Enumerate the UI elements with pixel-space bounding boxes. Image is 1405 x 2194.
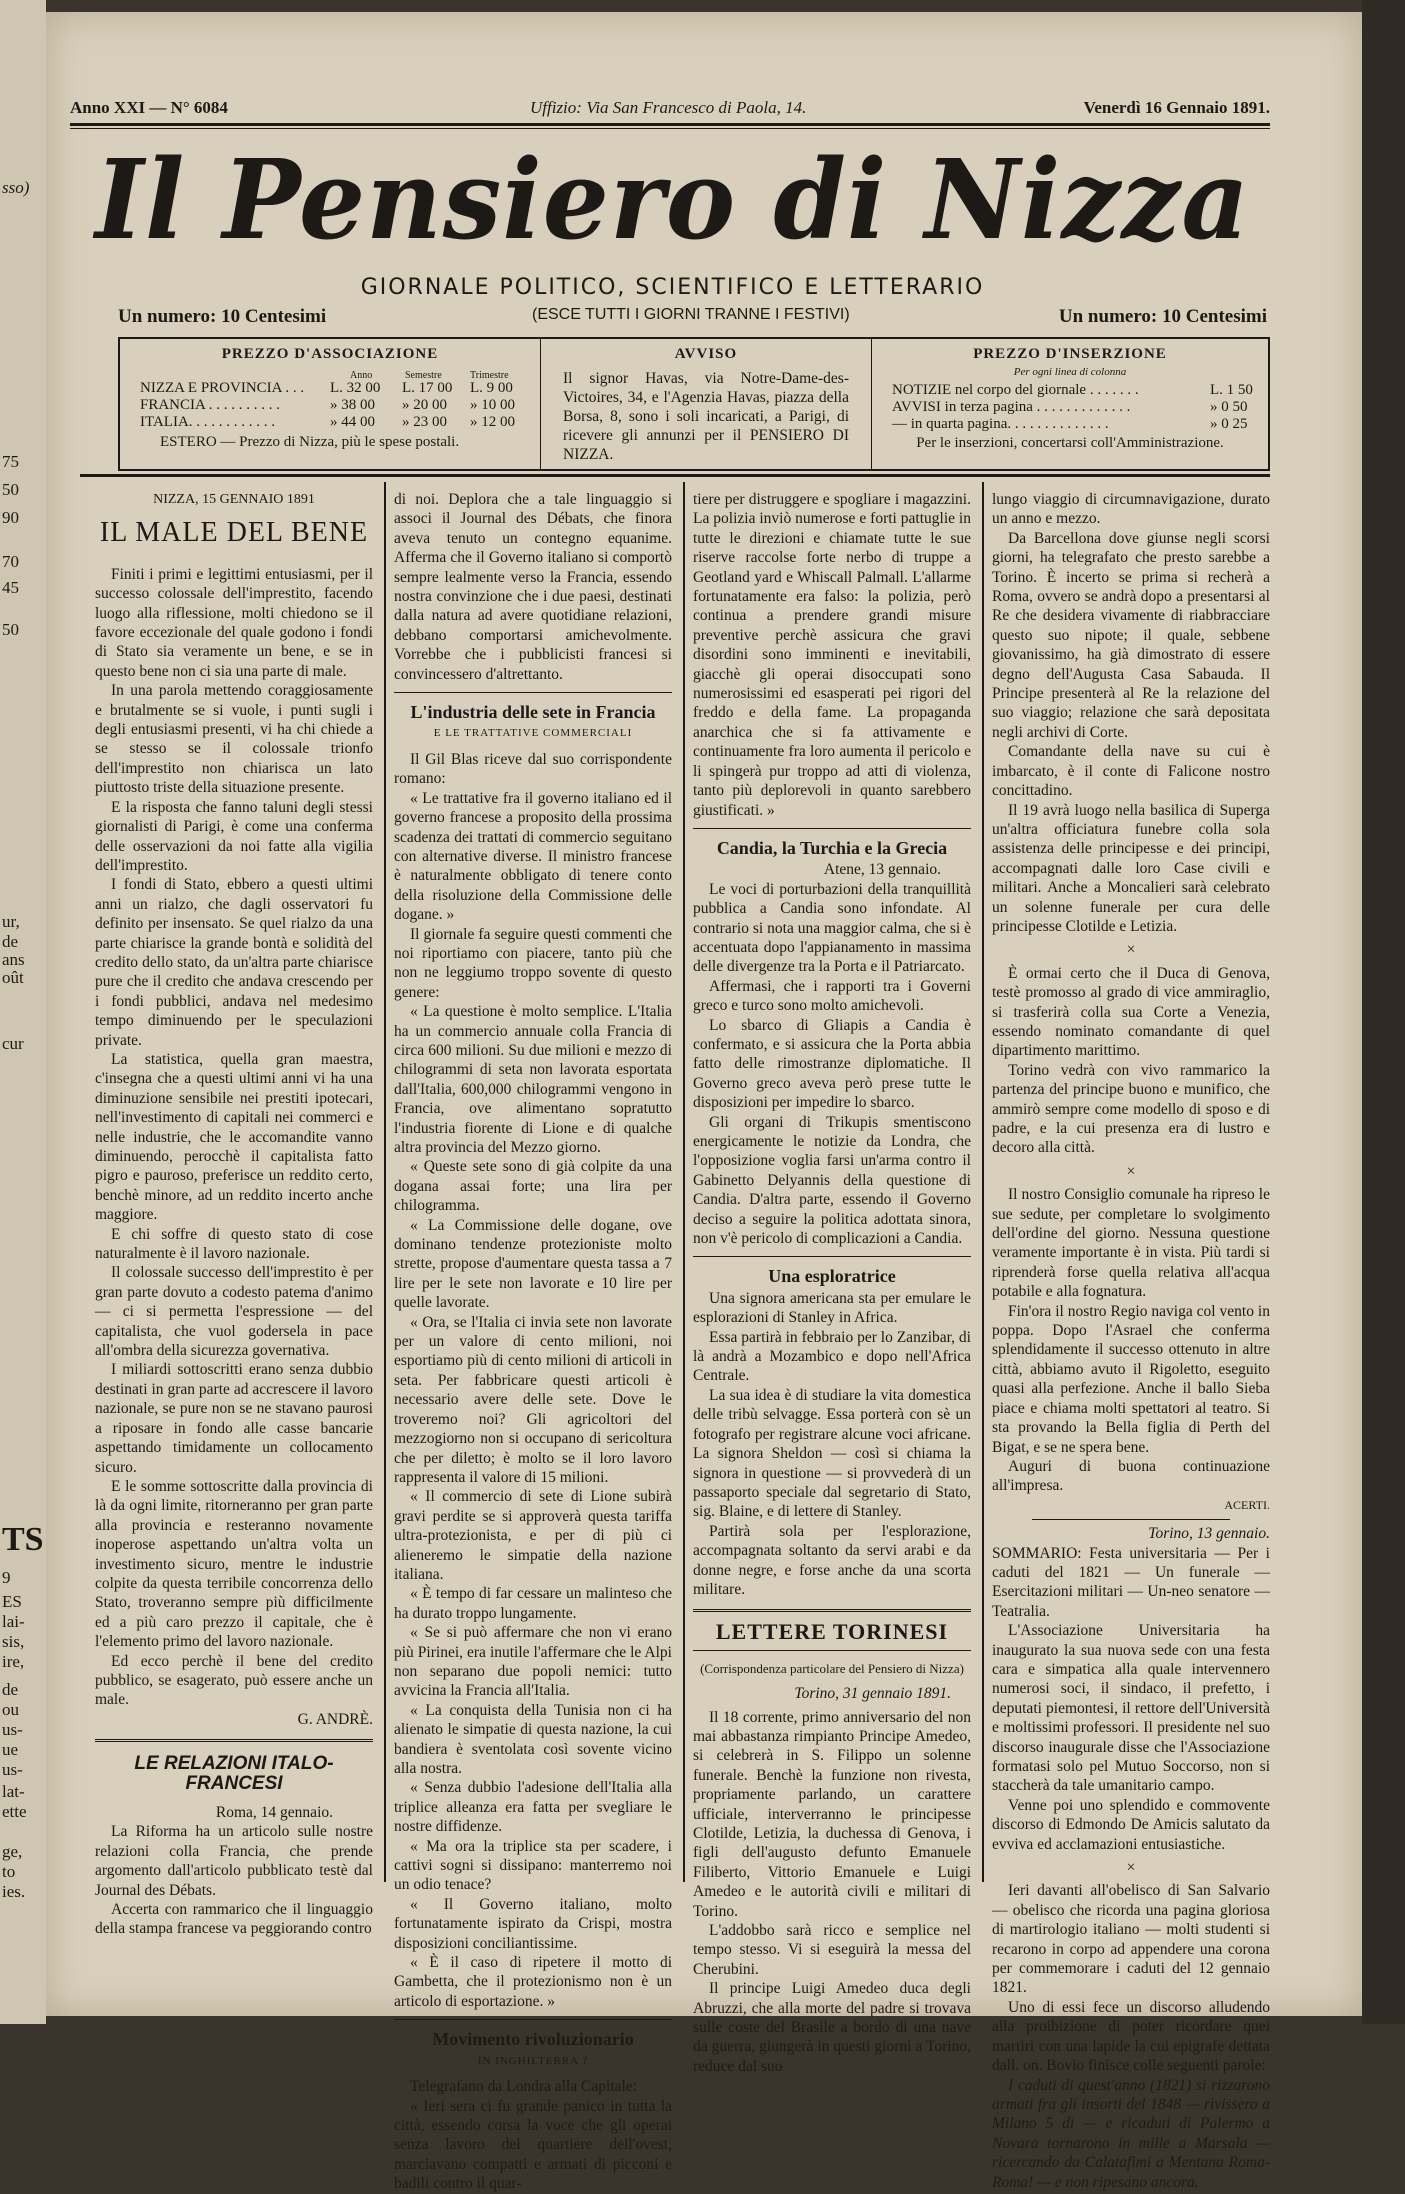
paragraph: Torino vedrà con vivo rammarico la partenza del principe buono e munifico, che ammirò sempre come modello di sposo e di padre, e la cui presenza era di lustro e decoro alla città.: [992, 1061, 1270, 1157]
paragraph: E le somme sottoscritte dalla provincia di là da ogni limite, ritorneranno per gran parte alla provincia e resteranno novamente inoperose aspettando un'altra volta un investimento sicuro, mentre le industrie colpite da questa terribile concorrenza dello Stato, troveranno sempre più difficilmente ed a più caro prezzo il capitale, che è l'elemento primo del lavoro nazionale.: [95, 1477, 373, 1651]
row-year: » 44 00: [330, 414, 375, 430]
paragraph: « Le trattative fra il governo italiano ed il governo francese a proposito della prossima scadenza dei trattati di commercio seguitano con alternative diverse. Il ministro francese è naturalmente obbligato di tenere conto della risoluzione della Commissione delle dogane. »: [394, 789, 672, 924]
paragraph: I fondi di Stato, ebbero a questi ultimi anni un rialzo, che dagli osservatori fu definito per insensato. Se quel rialzo da una parte chiarisce la grande bontà e solidità del credito dello stato, da un'altra parte chiarisce pure che il credito che andava crescendo per i fondi pubblici, andava nel medesimo tempo diminuendo per le speculazioni private.: [95, 876, 373, 1049]
paragraph: Essa partirà in febbraio per lo Zanzibar, di là andrà a Mozambico e dopo nell'Africa Centrale.: [693, 1328, 971, 1385]
separator: [394, 2019, 672, 2020]
paragraph: « Il commercio di sete di Lione subirà gravi perdite se si approverà questa tariffa ultra-protezionista, e per di più ci alieneremo le simpatie della nazione italiana.: [394, 1488, 672, 1583]
headline-candia: Candia, la Turchia e la Grecia: [716, 837, 948, 858]
paragraph: In una parola mettendo coraggiosamente e brutalmente se si vuole, i punti sugli i degli entusiasmi presenti, vi ha chi chiede a se stesso se il colossale trionfo dell'imprestito non chiarisca un lato piuttosto triste della situazione presente.: [95, 682, 373, 797]
paragraph: Ed ecco perchè il bene del credito pubblico, se esagerato, può essere anche un male.: [95, 1652, 373, 1709]
dateline: NIZZA, 15 GENNAIO 1891: [153, 492, 315, 507]
col-semestre: Semestre: [405, 370, 442, 381]
paragraph: « La questione è molto semplice. L'Italia ha un commercio annuale colla Francia di circa 600 milioni. Su due milioni e mezzo di chilogrammi di seta non lavorata esportata dall'Italia, 600,000 chilogrammi vengono in Francia, ove alimentano sopratutto l'industria fiorente di Lione e di qualche altra provincia del Mezzo giorno.: [394, 1003, 672, 1156]
strip-text: ge,: [2, 1842, 23, 1861]
paragraph: Ieri davanti all'obelisco di San Salvario — obelisco che ricorda una pagina gloriosa di martirologio italiano — molti studenti si recarono in corpo ad appendere una corona per commemorare i caduti del 12 gennaio 1821.: [992, 1882, 1270, 1997]
paragraph: « Ora, se l'Italia ci invia sete non lavorate per un valore di cento milioni, noi esportiamo più di cento milioni di articoli in seta. Per fabbricare questi articoli è necessario avere delle sete. Dove le troveremo noi? Gli agricoltori del mezzogiorno non si occupano di sericoltura che per diletto; è molto se il loro lavoro rappresenta il valore di 15 milioni.: [394, 1313, 672, 1486]
summary: SOMMARIO: Festa universitaria — Per i caduti del 1821 — Un funerale — Esercitazioni militari — Un-neo senatore — Teatralia.: [992, 1544, 1270, 1620]
paragraph: Comandante della nave su cui è imbarcato, è il conte di Falicone nostro concittadino.: [992, 743, 1270, 800]
strip-text: 9: [2, 1568, 11, 1587]
price-left: Un numero: 10 Centesimi: [118, 306, 327, 327]
headline-male-del-bene: IL MALE DEL BENE: [99, 517, 369, 549]
row-sem: L. 17 00: [402, 380, 453, 396]
paragraph: I miliardi sottoscritti erano senza dubbio destinati in gran parte ad accrescere il lavoro nazionale, se pure non se ne stavano paurosi a riposare in fondo alle casse bancarie aspettando timidamente un collocamento sicuro.: [95, 1361, 373, 1476]
subhead: E LE TRATTATIVE COMMERCIALI: [433, 727, 633, 740]
column-3: [693, 490, 971, 2076]
dateline: Torino, 31 gennaio 1891.: [794, 1685, 951, 1703]
paragraph: La Riforma ha un articolo sulle nostre relazioni colla Francia, che prende argomento dall'articolo pubblicato testè dal Journal des Débats.: [95, 1823, 373, 1899]
strip-text: 90: [2, 508, 19, 527]
column-rule: [683, 482, 685, 1882]
insertion-row: [892, 381, 1268, 398]
strip-text: 45: [2, 578, 19, 597]
publication-note: (ESCE TUTTI I GIORNI TRANNE I FESTIVI): [532, 306, 850, 323]
subhead: (Corrispondenza particolare del Pensiero di Nizza): [700, 1660, 964, 1676]
paragraph: I caduti di quest'anno (1821) si rizzarono armati fra gli insorti del 1848 — rivissero a Milano 5 dì — e ricaduti di Palermo a Novara tornarono in mille a Marsala — ricercando da Calatafimi a Mentana Roma-Roma! — e non ripesano ancora.: [992, 2076, 1270, 2191]
paragraph: « La conquista della Tunisia non ci ha alienato le simpatie di questa nazione, la cui bandiera è sventolata così sovente vicino alla nostra.: [394, 1701, 672, 1777]
row-label: AVVISI in terza pagina . . . . . . . . . . . . .: [892, 399, 1131, 415]
insertion-box: [872, 339, 1268, 469]
subscription-note: ESTERO — Prezzo di Nizza, più le spese postali.: [160, 434, 460, 450]
paragraph: Le voci di porturbazioni della tranquillità pubblica a Candia sono infondate. Al contrario si nota una maggior calma, che si è accentuata dopo l'appianamento in massima delle divergenze tra la Porta e il Patriarcato.: [693, 880, 971, 976]
subscription-row: [140, 396, 540, 413]
strip-text: lat-: [2, 1782, 25, 1801]
paragraph: Auguri di buona continuazione all'impresa.: [992, 1457, 1270, 1495]
strip-text: ire,: [2, 1652, 25, 1671]
paragraph: « Ieri sera ci fu grande panico in tutta la città, essendo corsa la voce che gli operai senza lavoro del quartiere dell'ovest, marciavano compatti e armati di picconi e badili contro il quar-: [394, 2097, 672, 2193]
paragraph: Partirà sola per l'esplorazione, accompagnata soltanto da servi arabi e da donne negre, e forse anche da una scorta militare.: [693, 1522, 971, 1598]
office-address: Uffizio: Via San Francesco di Paola, 14.: [530, 98, 807, 117]
col-anno: Anno: [350, 370, 373, 381]
paragraph: « Queste sete sono di già colpite da una dogana assai forte; una lira per chilogramma.: [394, 1158, 672, 1215]
separator: [693, 828, 971, 829]
newspaper-title: Il Pensiero di Nizza: [95, 134, 1250, 265]
paragraph: Il colossale successo dell'imprestito è per gran parte dovuto a codesto patema d'animo — ci si permetta l'espressione — del capitalista, che vuol godersela in pace all'ombra della sicurezza governativa.: [95, 1264, 373, 1360]
row-place: NIZZA E PROVINCIA . . .: [140, 380, 305, 396]
strip-text: ue: [2, 1740, 19, 1759]
headline-industria-sete: L'industria delle sete in Francia: [410, 702, 656, 723]
row-tri: » 12 00: [470, 414, 515, 430]
separator: [693, 1650, 971, 1651]
cross-separator: ×: [1126, 1859, 1136, 1877]
signature: ACERTI.: [1224, 1497, 1270, 1512]
subscription-box: [120, 339, 541, 469]
notice-text: Il signor Havas, via Notre-Dame-des-Victoires, 34, e l'Agenzia Havas, piazza della Borsa, 8, sono i soli incaricati, a Parigi, di ricevere gli annunzi per il PENSIERO DI NIZZA.: [563, 370, 849, 463]
dateline: Torino, 13 gennaio.: [1148, 1525, 1270, 1543]
strip-text: cur: [2, 1034, 24, 1053]
subscription-title: PREZZO D'ASSOCIAZIONE: [221, 346, 439, 362]
separator: [693, 1609, 971, 1612]
row-place: ITALIA. . . . . . . . . . . .: [140, 414, 276, 430]
newspaper-subtitle: GIORNALE POLITICO, SCIENTIFICO E LETTERARIO: [360, 275, 985, 300]
paragraph: « Se si può affermare che non vi erano più Pirinei, era inutile l'affermare che le Alpi non separano due popoli nemici: tutto avvicina la Francia all'Italia.: [394, 1624, 672, 1700]
paragraph: Il principe Luigi Amedeo duca degli Abruzzi, che alla morte del padre si trovava sulle coste del Brasile a bordo di una nave da guerra, giungerà in questi giorni a Torino, reduce dal suo: [693, 1980, 971, 2075]
column-4: [992, 490, 1270, 2192]
strip-text: ur,: [2, 912, 20, 931]
masthead-rule: [70, 128, 1270, 129]
price-right: Un numero: 10 Centesimi: [1058, 306, 1267, 327]
paragraph: L'Associazione Universitaria ha inaugurato la sua nuova sede con una festa cara e simpatica alla quale intervennero numerosi soci, il sindaco, il prefetto, i deputati piemontesi, il rettore dell'Università e moltissimi professori. Il presidente nel suo discorso inaugurale disse che l'Associazione formatasi solo pel Mutuo Soccorso, non si staccherà da tale umanitario campo.: [992, 1622, 1270, 1795]
dateline: Roma, 14 gennaio.: [215, 1804, 333, 1821]
row-price: L. 1 50: [1210, 382, 1253, 398]
dateline: Atene, 13 gennaio.: [823, 861, 941, 879]
headline-esploratrice: Una esploratrice: [768, 1266, 896, 1287]
paragraph: E la risposta che fanno taluni degli stessi giornalisti di Parigi, è come una conferma delle osservazioni da noi fatte alla vigilia dell'imprestito.: [95, 798, 373, 874]
notice-title: AVVISO: [674, 346, 738, 362]
strip-text: us-: [2, 1760, 23, 1779]
paragraph: Telegrafano da Londra alla Capitale:: [410, 2078, 637, 2096]
header-bottom-rule: [80, 474, 1270, 477]
row-year: » 38 00: [330, 397, 375, 413]
strip-text: sso): [2, 178, 30, 197]
row-sem: » 23 00: [402, 414, 447, 430]
paragraph: È ormai certo che il Duca di Genova, testè promosso al grado di vice ammiraglio, si trasferirà colla sua Corte a Venezia, essendo nominato comandante di quel dipartimento marittimo.: [992, 964, 1270, 1060]
paragraph: Il Gil Blas riceve dal suo corrispondente romano:: [394, 750, 672, 788]
masthead-top-line: [70, 98, 1270, 122]
col-trimestre: Trimestre: [470, 370, 509, 381]
paragraph: Accerta con rammarico che il linguaggio della stampa francese va peggiorando contro: [95, 1901, 373, 1938]
issue-date: Venerdì 16 Gennaio 1891.: [1083, 98, 1270, 117]
paragraph: Fin'ora il nostro Regio naviga col vento in poppa. Dopo l'Asrael che conferma splendidamente il successo ottenuto in altre città, abbiamo avuto il Rigoletto, eseguito quasi alla perfezione. Anche il ballo Sieba piace e chiama molti spettatori al teatro. Si sta provando la Bella figlia di Perth del Bigat, e se ne spera bene.: [992, 1302, 1270, 1456]
strip-text: to: [2, 1862, 16, 1881]
strip-text: sis,: [2, 1632, 25, 1651]
separator: [1032, 1519, 1230, 1520]
paragraph: La sua idea è di studiare la vita domestica delle tribù selvagge. Essa porterà con sè un fotografo per registrare alcune voci africane. La signora Sheldon — così si chiama la signora in questione — si provvederà di un passaporto speciale dal segretario di Stato, sig. Blaine, e di lettere di Stanley.: [693, 1386, 971, 1521]
binding-edge: [1362, 0, 1405, 2024]
strip-text: us-: [2, 1720, 23, 1739]
strip-text: 75: [2, 452, 19, 471]
paragraph: Da Barcellona dove giunse negli scorsi giorni, ha telegrafato che presto sarebbe a Torino. È incerto se prima si recherà a Roma, ovvero se andrà dopo a presentarsi al Re che desidera vivamente di riabbracciare questo suo nipote; il quale, sebbene giovanissimo, ha già dimostrato di essere degno dell'Augusta Casa Sabauda. Il Principe presenterà al Re la relazione del suo viaggio; relazione che sarà depositata negli archivi di Corte.: [992, 529, 1270, 741]
cross-separator: ×: [1126, 941, 1136, 959]
paragraph: « È tempo di far cessare un malinteso che ha durato troppo lungamente.: [394, 1585, 672, 1622]
paragraph: « Il Governo italiano, molto fortunatamente ispirato da Crispi, mostra disposizioni conciliantissime.: [394, 1895, 672, 1952]
strip-text: 70: [2, 552, 19, 571]
paragraph: Il giornale fa seguire questi commenti che noi riportiamo con piacere, tanto più che non ne leggiumo troppo sovente di questo genere:: [394, 925, 672, 1001]
paragraph: E chi soffre di questo stato di cose naturalmente è il lavoro nazionale.: [95, 1225, 373, 1263]
column-rule: [982, 482, 984, 1882]
paragraph: Il 18 corrente, primo anniversario del non mai abbastanza rimpianto Principe Amedeo, si celebrerà in S. Filippo un solenne funerale. Benchè la funzione non rivesta, propriamente parlando, un carattere ufficiale, interverranno le principesse Clotilde, Letizia, la duchessa di Genova, i figli dell'augusto defunto Emanuele Filiberto, Vittorio Emanuele e Luigi Amedeo e le autorità civili e militari di Torino.: [693, 1708, 971, 1920]
strip-text: 50: [2, 480, 19, 499]
subhead: IN INGHILTERRA ?: [477, 2054, 589, 2067]
row-tri: » 10 00: [470, 397, 515, 413]
strip-text: de: [2, 932, 19, 951]
insertion-row: [892, 415, 1268, 432]
strip-text: ette: [2, 1802, 27, 1821]
paragraph: Finiti i primi e legittimi entusiasmi, per il successo colossale dell'imprestito, facendo luogo alla riflessione, molti chiedono se il favore eccezionale del quale godono i fondi di Stato sia veramente un bene, e se in questo bene non ci sia una parte di male.: [95, 565, 373, 680]
separator: [95, 1739, 373, 1742]
paragraph: lungo viaggio di circumnavigazione, durato un anno e mezzo.: [992, 491, 1270, 528]
paragraph: Il 19 avrà luogo nella basilica di Superga un'altra officiatura funebre colla sola assistenza delle principesse e dei principi, accompagnati dalle loro Case civili e militari. Anche a Moncalieri sarà celebrato un solenne funerale per cura delle principesse Clotilde e Letizia.: [992, 801, 1270, 935]
strip-text: de: [2, 1680, 19, 1699]
insertion-row: [892, 398, 1268, 415]
headline-relazioni: LE RELAZIONI ITALO-FRANCESI: [134, 1753, 334, 1794]
headline-lettere-torinesi: LETTERE TORINESI: [715, 1619, 949, 1645]
insertion-title: PREZZO D'INSERZIONE: [973, 346, 1167, 362]
strip-text: 50: [2, 620, 19, 639]
subscription-header-row: [140, 367, 540, 379]
headline-movimento: Movimento rivoluzionario: [432, 2029, 634, 2050]
cross-separator: ×: [1126, 1162, 1136, 1180]
info-boxes: [118, 337, 1270, 471]
paragraph: Lo sbarco di Gliapis a Candia è confermato, e si assicura che la Porta abbia fatto delle rimostranze diplomatiche. Il Governo greco aveva però prese tutte le disposizioni per impedire lo sbarco.: [693, 1016, 971, 1112]
separator: [693, 1256, 971, 1257]
row-year: L. 32 00: [330, 380, 381, 396]
row-sem: » 20 00: [402, 397, 447, 413]
strip-text: ans: [2, 950, 25, 969]
strip-text: oût: [2, 968, 24, 987]
paragraph: Gli organi di Trikupis smentiscono energicamente le notizie da Londra, che l'opposizione voglia farsi un'arma contro il Gabinetto Delyannis della questione di Candia. D'altra parte, essendo il Governo deciso a seguire la politica adottata sinora, non v'è pericolo di complicazioni a Candia.: [693, 1113, 971, 1248]
paragraph: « La Commissione delle dogane, ove dominano tendenze protezioniste molto strette, propose d'aumentare questa tassa a 7 lire per le sete non lavorate e 10 lire per quelle lavorate.: [394, 1216, 672, 1312]
separator: [394, 692, 672, 693]
paragraph: « Senza dubbio l'adesione dell'Italia alla triplice alleanza era fatta per svegliare le nostre diffidenze.: [394, 1779, 672, 1836]
strip-text: ou: [2, 1700, 19, 1719]
paragraph: Il nostro Consiglio comunale ha ripreso le sue sedute, per completare lo svolgimento dell'ordine del giorno. Nessuna questione veramente importante è in vista. Più tardi si riprenderà forse quella relativa all'acqua potabile e alla fognatura.: [992, 1186, 1270, 1301]
strip-text: ies.: [2, 1882, 26, 1901]
signature: G. ANDRÈ.: [297, 1710, 373, 1728]
paragraph: La statistica, quella gran maestra, c'insegna che a questi ultimi anni vi ha una diminuzione sensibile nei prestiti ipotecari, nell'investimento di capitali nei commerci e nelle industrie, che le accomandite vanno diminuendo, perocchè il capitalista fatto pigro e pauroso, preferisce un reddito certo, benchè minore, ad un reddito incerto anche maggiore.: [95, 1050, 373, 1224]
row-tri: L. 9 00: [470, 380, 513, 396]
paragraph: Affermasi, che i rapporti tra i Governi greco e turco sono molto amichevoli.: [693, 977, 971, 1015]
adjacent-page-strip: [0, 0, 46, 2024]
row-label: NOTIZIE nel corpo del giornale . . . . . . .: [892, 382, 1139, 398]
subscription-row: [140, 413, 540, 430]
strip-text: ES: [2, 1592, 22, 1611]
paragraph: Una signora americana sta per emulare le esplorazioni di Stanley in Africa.: [693, 1289, 971, 1327]
paragraph: di noi. Deplora che a tale linguaggio si associ il Journal des Débats, che finora aveva tenuto un contegno equanime. Afferma che il Governo italiano si comportò sempre lealmente verso la Francia, essendo nostra convinzione che i due paesi, destinati dalla natura ad avere quotidiane relazioni, debbano comportarsi amichevolmente. Vorrebbe che i pubblicisti francesi si convincessero d'altrettanto.: [394, 491, 672, 683]
paragraph: Uno di essi fece un discorso alludendo alla proibizione di poter ricordare quei martiri con una lapide la cui epigrafe dettata dall. on. Bovio finisce colle seguenti parole:: [992, 1998, 1270, 2075]
paragraph: L'addobbo sarà ricco e semplice nel tempo stesso. Vi si eseguirà la messa del Cherubini.: [693, 1922, 971, 1978]
column-rule: [384, 482, 386, 1882]
insertion-note: Per le inserzioni, concertarsi coll'Amministrazione.: [916, 435, 1224, 451]
row-price: » 0 25: [1210, 416, 1248, 432]
strip-text: TS: [2, 1521, 44, 1558]
notice-box: [541, 339, 872, 469]
paragraph: « È il caso di ripetere il motto di Gambetta, che il protezionismo non è un articolo di esportazione. »: [394, 1954, 672, 2010]
subscription-row: [140, 379, 540, 396]
issue-number: Anno XXI — N° 6084: [70, 98, 228, 117]
column-1: [95, 490, 373, 1939]
insertion-subtitle: Per ogni linea di colonna: [1013, 366, 1127, 378]
paragraph: « Ma ora la triplice sta per scadere, i cattivi sogni si dissipano: manterremo noi un odio tenace?: [394, 1837, 672, 1894]
paragraph: tiere per distruggere e spogliare i magazzini. La polizia inviò numerose e forti pattuglie in tutte le direzioni e chiamate tutte le sue riserve raccolse forte nerbo di truppe a Geotland yard e Whiscall Palmall. L'allarme fortunatamente era falso: la polizia, però continua a prendere grandi misure preventive perchè assicura che gravi disordini sono imminenti e inevitabili, giacchè gli operai disoccupati sono numerosissimi ed esasperati pei rigori del freddo e della fame. La propaganda anarchica che si fa attivamente e continuamente fra loro aumenta il pericolo e li spingerà pur troppo ad atti di violenza, tanto più deplorevoli in quanto sarebbero giustificati. »: [693, 491, 971, 819]
paragraph: Venne poi uno splendido e commovente discorso di Edmondo De Amicis salutato da evviva ed acclamazioni entusiastiche.: [992, 1796, 1270, 1853]
row-label: — in quarta pagina. . . . . . . . . . . . . .: [892, 416, 1109, 432]
strip-text: lai-: [2, 1612, 25, 1631]
masthead-rule: [70, 123, 1270, 126]
row-price: » 0 50: [1210, 399, 1248, 415]
row-place: FRANCIA . . . . . . . . . .: [140, 397, 281, 413]
column-2: [394, 490, 672, 2194]
